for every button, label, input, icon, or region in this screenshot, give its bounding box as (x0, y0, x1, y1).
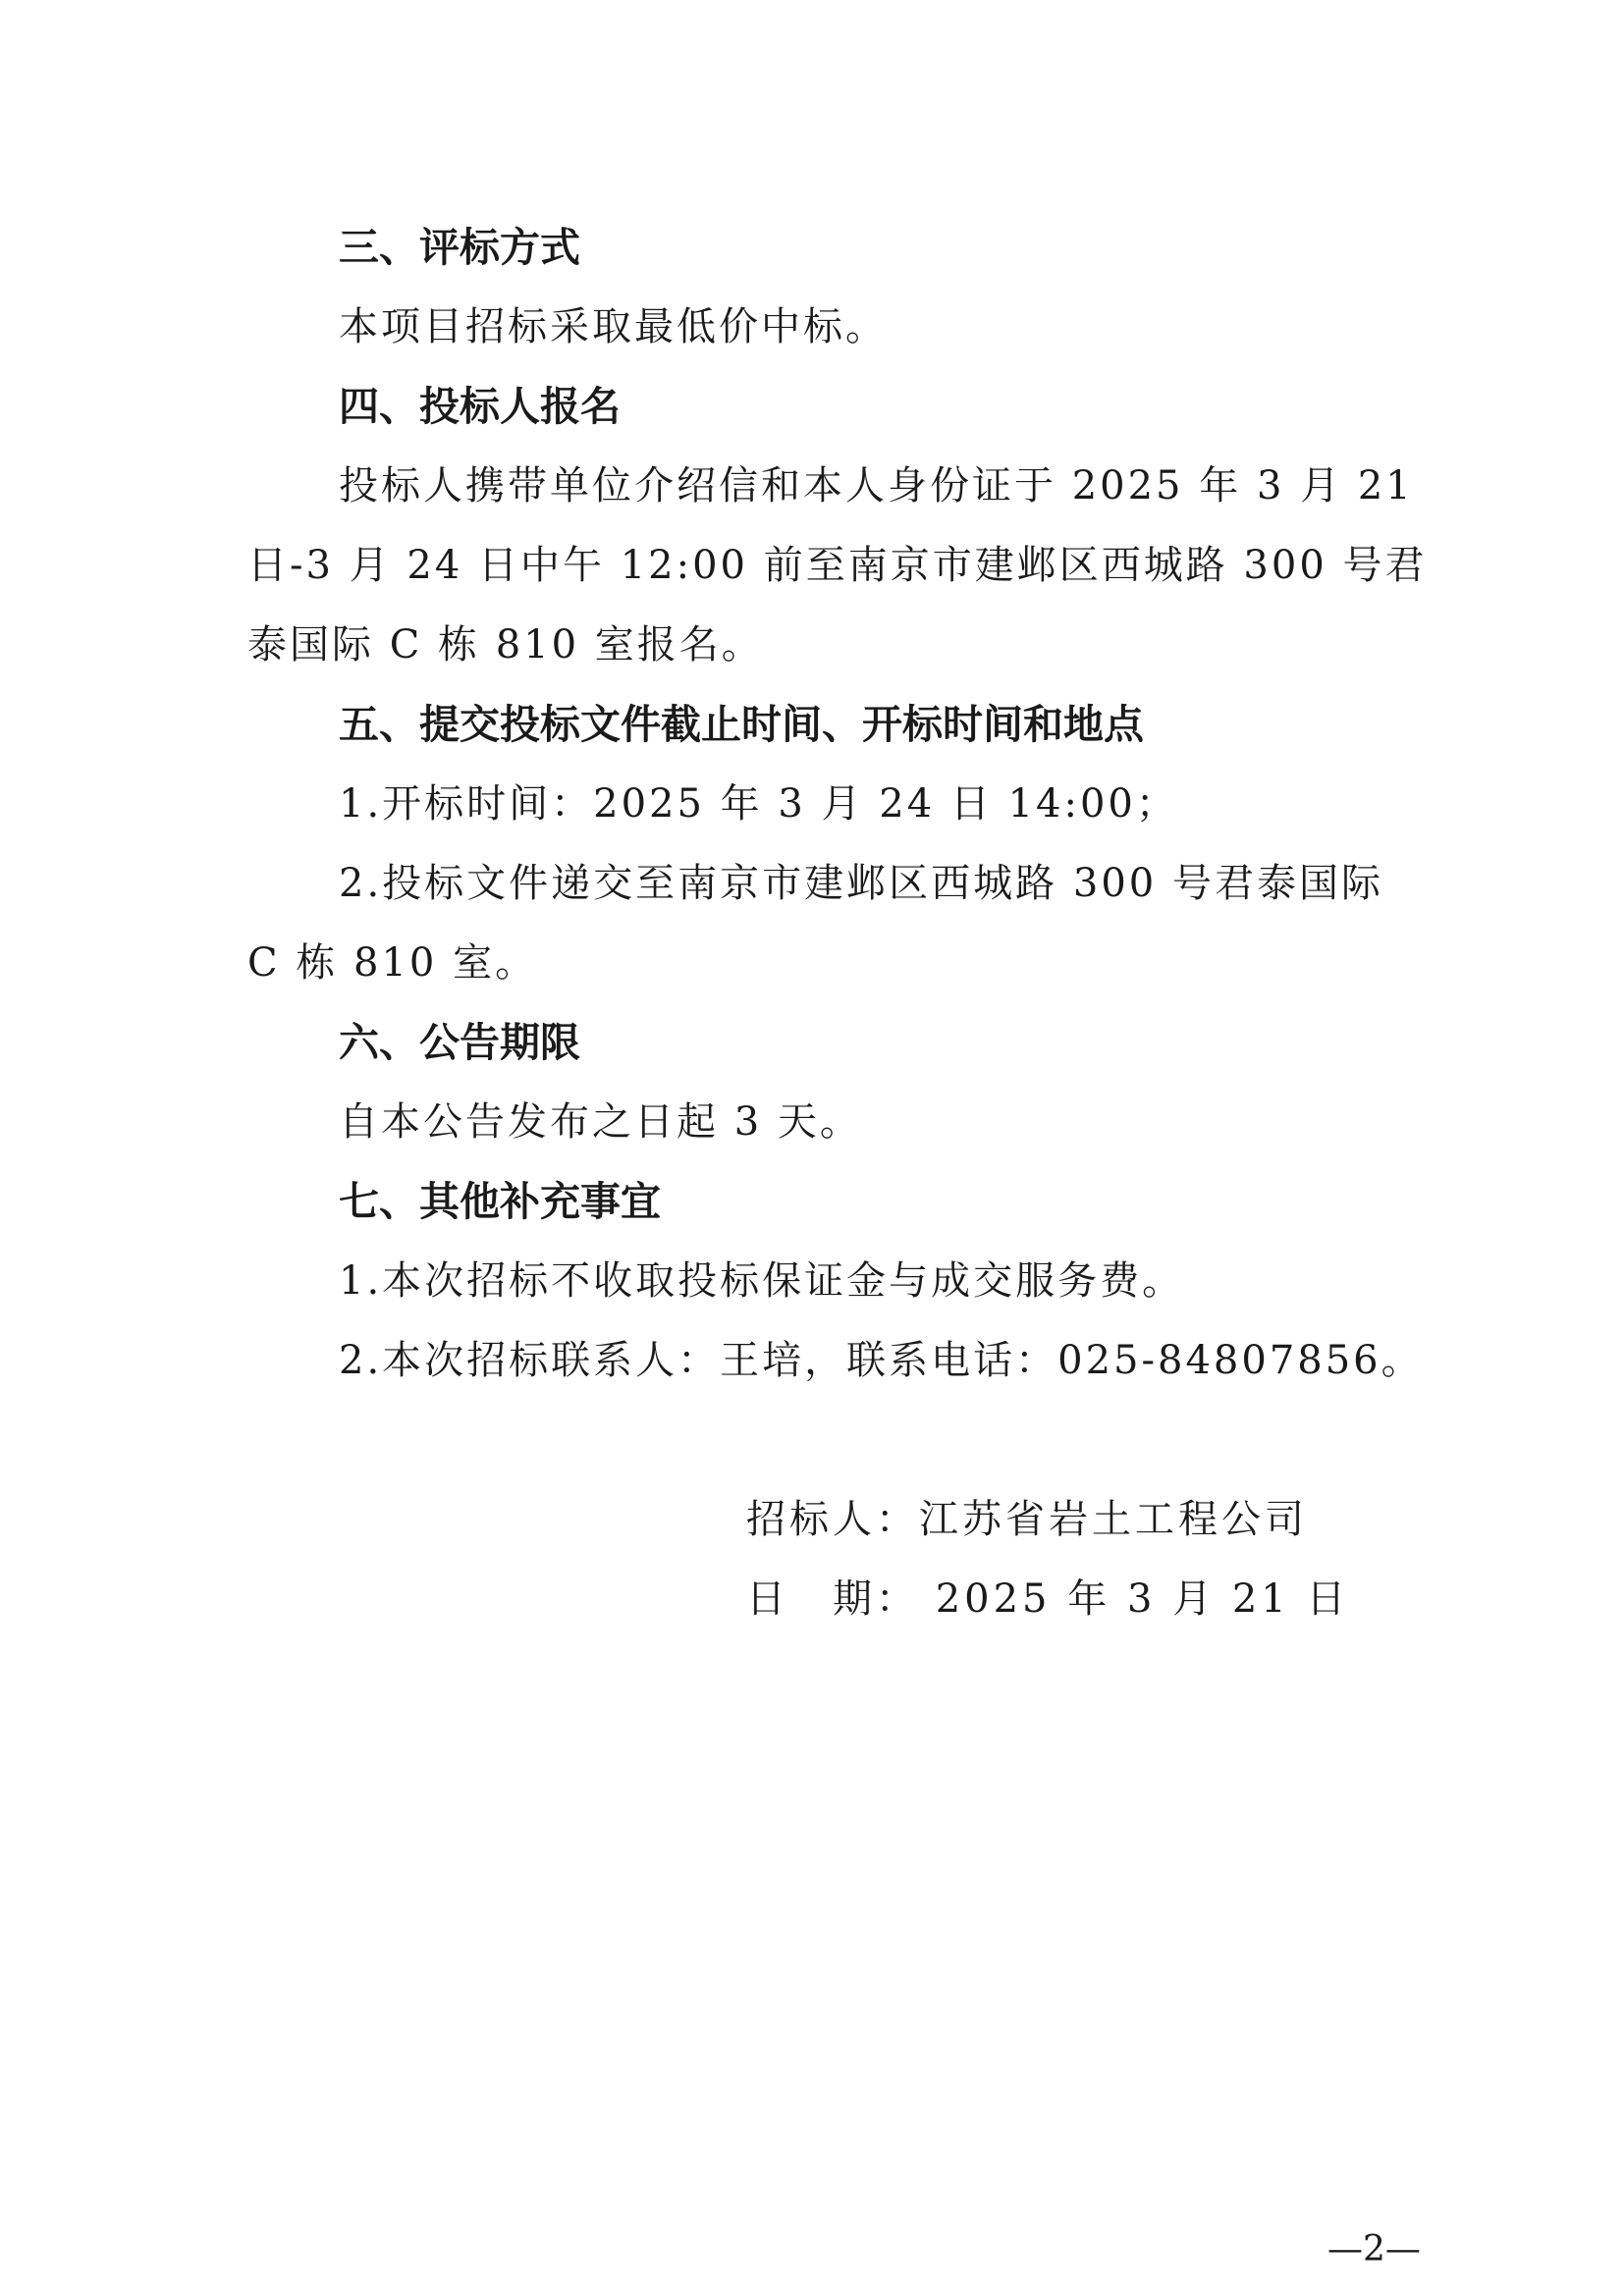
signature-date: 日 期： 2025 年 3 月 21 日 (746, 1576, 1350, 1622)
section-5-item-1: 1.开标时间：2025 年 3 月 24 日 14:00； (339, 781, 1178, 827)
section-4-line-1: 投标人携带单位介绍信和本人身份证于 2025 年 3 月 21 (339, 463, 1414, 508)
section-7-item-1: 1.本次招标不收取投标保证金与成交服务费。 (339, 1258, 1185, 1304)
section-7-item-2: 2.本次招标联系人：王培，联系电话：025-84807856。 (339, 1338, 1424, 1383)
section-3-body: 本项目招标采取最低价中标。 (339, 304, 888, 349)
section-7-heading: 七、其他补充事宜 (339, 1178, 661, 1225)
section-4-line-2: 日-3 月 24 日中午 12:00 前至南京市建邺区西城路 300 号君 (247, 543, 1428, 588)
signature-issuer: 招标人：江苏省岩土工程公司 (746, 1497, 1308, 1542)
section-6-body: 自本公告发布之日起 3 天。 (339, 1099, 862, 1145)
section-5-item-2-line-1: 2.投标文件递交至南京市建邺区西城路 300 号君泰国际 (339, 861, 1383, 906)
section-4-line-3: 泰国际 C 栋 810 室报名。 (247, 622, 764, 667)
section-5-heading: 五、提交投标文件截止时间、开标时间和地点 (339, 701, 1144, 748)
section-6-heading: 六、公告期限 (339, 1019, 580, 1066)
section-4-heading: 四、投标人报名 (339, 383, 621, 430)
section-5-item-2-line-2: C 栋 810 室。 (247, 940, 538, 986)
section-3-heading: 三、评标方式 (339, 224, 580, 271)
page-number: —2— (1327, 2229, 1421, 2269)
